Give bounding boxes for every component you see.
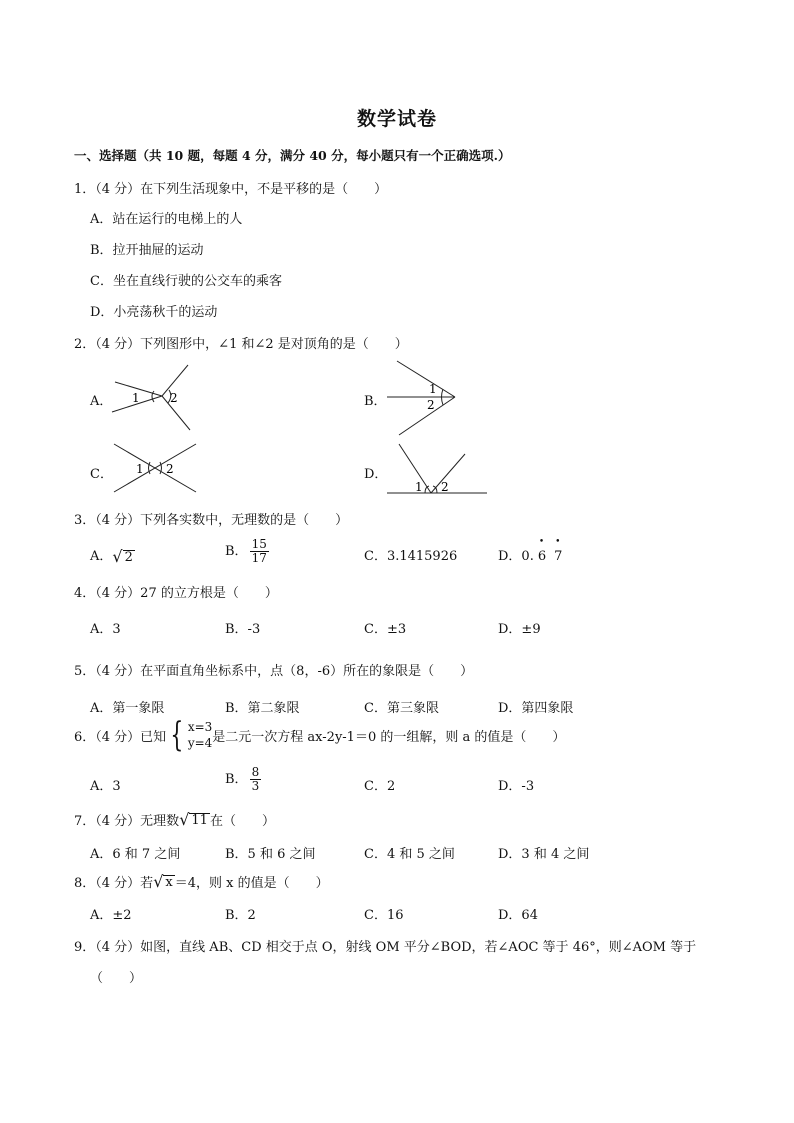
question-6-option-b: B． $\frac{8}{3}$ — [225, 765, 260, 793]
question-4-stem: 4．（4 分）27 的立方根是（ ） — [74, 586, 278, 601]
figure-2a — [110, 360, 220, 440]
question-8-stem: 8．（4 分）若 √ x ＝4，则 x 的值是（ ） — [74, 871, 329, 891]
question-9-continuation: （ ） — [90, 971, 143, 986]
question-1-option-b: B．拉开抽屉的运动 — [90, 243, 204, 258]
question-8-option-a: A．±2 — [90, 908, 132, 923]
question-4-option-c: C．±3 — [364, 622, 407, 637]
figure-2a-label-1: 1 — [132, 391, 140, 405]
figure-2d-label-2: 2 — [441, 480, 449, 494]
fraction: $\frac{15}{17}$ — [251, 537, 267, 565]
question-7-option-d: D．3 和 4 之间 — [498, 847, 590, 862]
question-5-option-c: C．第三象限 — [364, 701, 439, 716]
question-8-option-c: C．16 — [364, 908, 404, 923]
figure-2c — [112, 440, 202, 496]
question-7-stem: 7．（4 分）无理数 √ 11 在（ ） — [74, 809, 275, 829]
figure-2b — [385, 355, 475, 440]
question-5-stem: 5．（4 分）在平面直角坐标系中，点（8，-6）所在的象限是（ ） — [74, 664, 474, 679]
question-3-option-c: C．3.1415926 — [364, 549, 458, 564]
figure-2c-label-2: 2 — [166, 462, 174, 476]
question-6-option-d: D．-3 — [498, 779, 535, 794]
question-6-stem: 6．（4 分）已知 { x=3 y=4 是二元一次方程 ax-2y-1＝0 的一组解，则 a 的值是（ ） — [74, 715, 566, 755]
question-1-option-a: A．站在运行的电梯上的人 — [90, 212, 243, 227]
sqrt-symbol: √ 11 — [179, 809, 208, 829]
question-2-option-d: D． — [364, 467, 388, 482]
question-9-stem: 9．（4 分）如图，直线 AB、CD 相交于点 O，射线 OM 平分∠BOD，若∠AOC 等于 46°，则∠AOM 等于 — [74, 940, 697, 955]
figure-2b-label-2: 2 — [427, 398, 435, 412]
question-3-option-b: B． $\frac{15}{17}$ — [225, 537, 267, 565]
question-2-option-c: C． — [90, 467, 113, 482]
question-1-option-d: D．小亮荡秋千的运动 — [90, 305, 218, 320]
question-8-option-b: B．2 — [225, 908, 256, 923]
question-4-option-b: B．-3 — [225, 622, 261, 637]
question-5-option-d: D．第四象限 — [498, 701, 574, 716]
question-5-option-b: B．第二象限 — [225, 701, 300, 716]
fraction: $\frac{8}{3}$ — [251, 765, 260, 793]
question-7-option-c: C．4 和 5 之间 — [364, 847, 455, 862]
question-2-option-b: B． — [364, 394, 387, 409]
figure-2d — [385, 440, 490, 498]
question-6-option-a: A．3 — [90, 779, 121, 794]
question-3-stem: 3．（4 分）下列各实数中，无理数的是（ ） — [74, 513, 349, 528]
equation-system: { x=3 y=4 — [170, 715, 213, 755]
figure-2a-label-2: 2 — [170, 391, 178, 405]
question-5-option-a: A．第一象限 — [90, 701, 165, 716]
question-1-stem: 1．（4 分）在下列生活现象中，不是平移的是（ ） — [74, 182, 388, 197]
question-3-option-d: D．0.• 6• 7 — [498, 545, 566, 564]
question-2-stem: 2．（4 分）下列图形中，∠1 和∠2 是对顶角的是（ ） — [74, 337, 408, 352]
figure-2d-label-1: 1 — [415, 480, 423, 494]
figure-2b-label-1: 1 — [429, 382, 437, 396]
figure-2c-label-1: 1 — [136, 462, 144, 476]
question-3-option-a: A． √ 2 — [90, 546, 133, 566]
question-2-option-a: A． — [90, 394, 113, 409]
question-1-option-c: C．坐在直线行驶的公交车的乘客 — [90, 274, 282, 289]
question-7-option-b: B．5 和 6 之间 — [225, 847, 316, 862]
sqrt-symbol: √ x — [153, 871, 173, 891]
page-title: 数学试卷 — [356, 108, 437, 130]
question-4-option-d: D．±9 — [498, 622, 541, 637]
question-7-option-a: A．6 和 7 之间 — [90, 847, 181, 862]
question-8-option-d: D．64 — [498, 908, 538, 923]
section-heading: 一、选择题（共 10 题，每题 4 分，满分 40 分，每小题只有一个正确选项.） — [74, 148, 511, 163]
question-4-option-a: A．3 — [90, 622, 121, 637]
question-6-option-c: C．2 — [364, 779, 396, 794]
sqrt-symbol: √ 2 — [112, 546, 133, 566]
